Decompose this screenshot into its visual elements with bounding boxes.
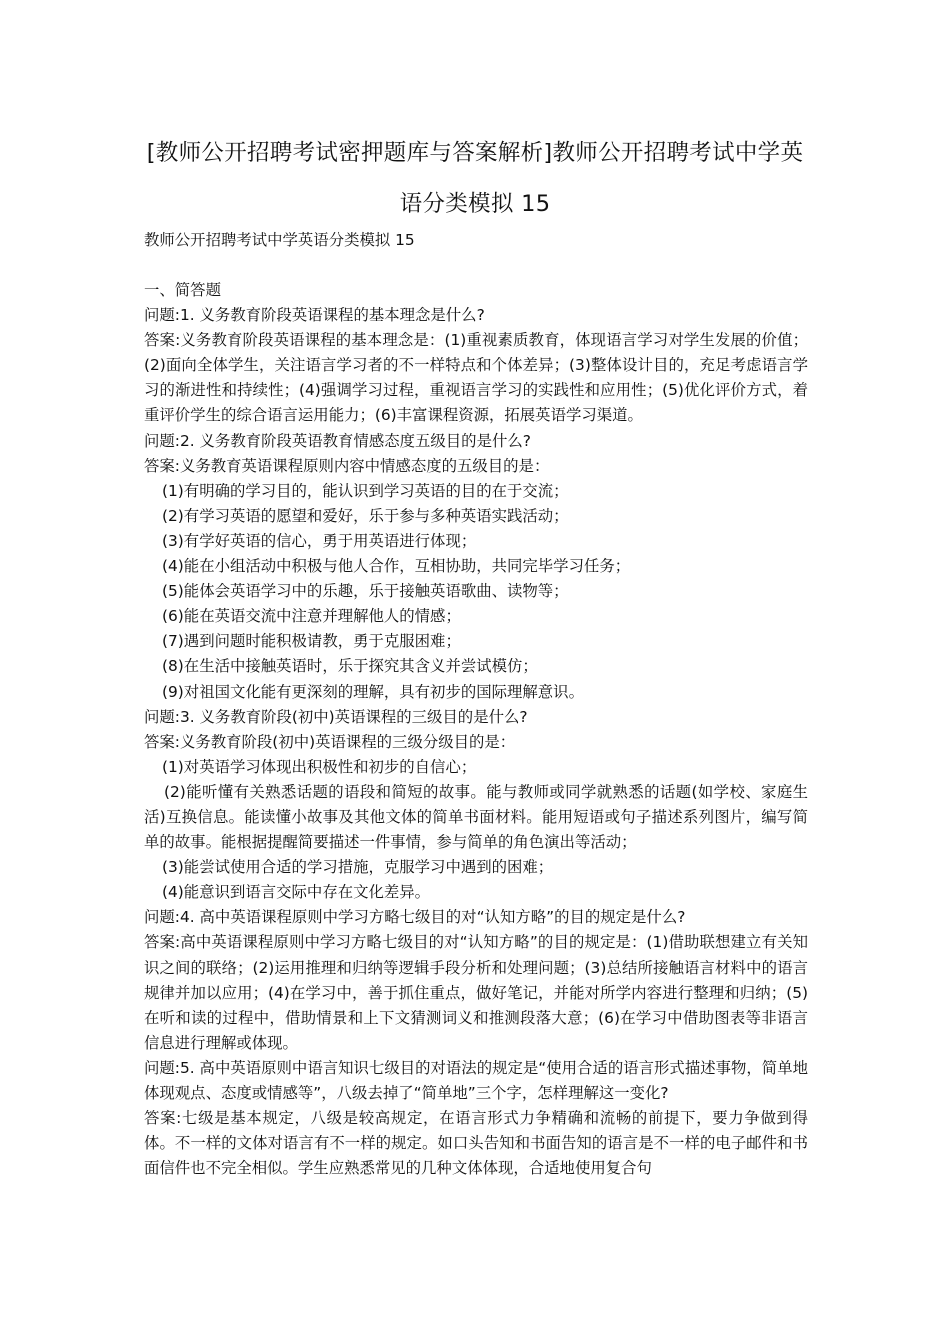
document-subtitle: 教师公开招聘考试中学英语分类模拟 15 [144,231,415,249]
answer-2-item-1: (1)有明确的学习目的，能认识到学习英语的目的在于交流； [162,481,569,500]
answer-3-item-4: (4)能意识到语言交际中存在文化差异。 [162,883,431,902]
answer-2-item-6: (6)能在英语交流中注意并理解他人的情感； [162,607,461,626]
document-title [120,128,830,230]
answer-2-item-5: (5)能体会英语学习中的乐趣，乐于接触英语歌曲、读物等； [162,582,569,601]
question-4: 问题:4. 高中英语课程原则中学习方略七级目的对“认知方略”的目的规定是什么? [144,908,686,927]
answer-3-intro: 答案:义务教育阶段(初中)英语课程的三级分级目的是： [144,732,516,751]
title-line-2: 语分类模拟 15 [399,191,551,217]
answer-3-item-2: (2)能听懂有关熟悉话题的语段和简短的故事。能与教师或同学就熟悉的话题(如学校、家庭生活)互换信息。能读懂小故事及其他文体的简单书面材料。能用短语或句子描述系列图片，编写简单的故事。能根据提醒简要描述一件事情，参与简单的角色演出等活动； [144,782,808,852]
document-body [144,228,808,1181]
answer-2-item-4: (4)能在小组活动中积极与他人合作，互相协助，共同完毕学习任务； [162,557,631,576]
title-line-1: [教师公开招聘考试密押题库与答案解析]教师公开招聘考试中学英 [146,140,804,166]
question-3: 问题:3. 义务教育阶段(初中)英语课程的三级目的是什么? [144,707,528,726]
answer-3-item-1: (1)对英语学习体现出积极性和初步的自信心； [162,757,477,776]
section-heading: 一、简答题 [144,281,221,299]
answer-2-item-3: (3)有学好英语的信心，勇于用英语进行体现； [162,531,477,550]
blank-line [144,253,808,278]
question-1: 问题:1. 义务教育阶段英语课程的基本理念是什么? [144,306,485,325]
answer-2-item-2: (2)有学习英语的愿望和爱好，乐于参与多种英语实践活动； [162,506,569,525]
question-2: 问题:2. 义务教育阶段英语教育情感态度五级目的是什么? [144,431,531,450]
answer-2-item-7: (7)遇到问题时能积极请教，勇于克服困难； [162,632,461,651]
answer-1: 答案:义务教育阶段英语课程的基本理念是：(1)重视素质教育，体现语言学习对学生发展的价值；(2)面向全体学生，关注语言学习者的不一样特点和个体差异；(3)整体设计目的，充足考虑语言学习的渐进性和持续性；(4)强调学习过程，重视语言学习的实践性和应用性；(5)优化评价方式，着重评价学生的综合语言运用能力；(6)丰富课程资源，拓展英语学习渠道。 [144,331,808,425]
answer-4: 答案:高中英语课程原则中学习方略七级目的对“认知方略”的目的规定是：(1)借助联想建立有关知识之间的联络；(2)运用推理和归纳等逻辑手段分析和处理问题；(3)总结所接触语言材料中的语言规律并加以应用；(4)在学习中，善于抓住重点，做好笔记，并能对所学内容进行整理和归纳；(5)在听和读的过程中，借助情景和上下文猜测词义和推测段落大意；(6)在学习中借助图表等非语言信息进行理解或体现。 [144,933,808,1052]
answer-3-item-3: (3)能尝试使用合适的学习措施，克服学习中遇到的困难； [162,858,554,877]
answer-2-item-9: (9)对祖国文化能有更深刻的理解，具有初步的国际理解意识。 [162,682,584,701]
answer-5: 答案:七级是基本规定，八级是较高规定，在语言形式力争精确和流畅的前提下，要力争做到得体。不一样的文体对语言有不一样的规定。如口头告知和书面告知的语言是不一样的电子邮件和书面信件也不完全相似。学生应熟悉常见的几种文体体现，合适地使用复合句 [144,1109,808,1178]
question-5: 问题:5. 高中英语原则中语言知识七级目的对语法的规定是“使用合适的语言形式描述事物，简单地体现观点、态度或情感等”，八级去掉了“简单地”三个字，怎样理解这一变化? [144,1058,808,1102]
answer-2-item-8: (8)在生活中接触英语时，乐于探究其含义并尝试模仿； [162,657,538,676]
answer-2-intro: 答案:义务教育英语课程原则内容中情感态度的五级目的是： [144,456,550,475]
